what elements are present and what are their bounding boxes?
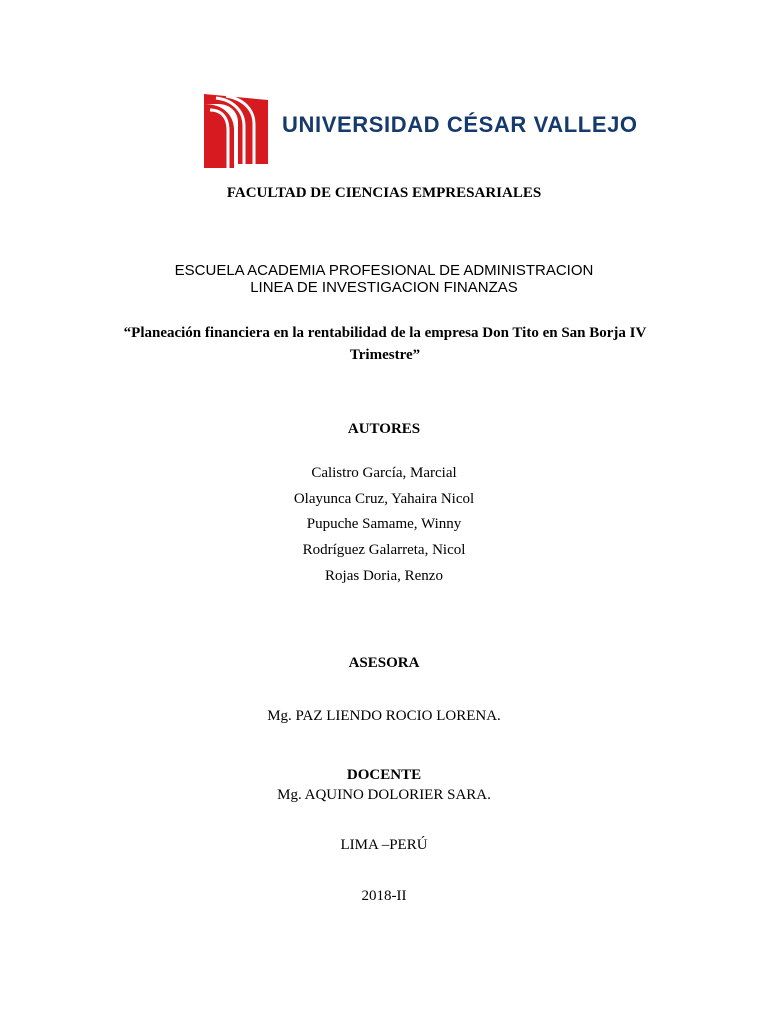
research-line: LINEA DE INVESTIGACION FINANZAS (250, 279, 518, 296)
author-name: Pupuche Samame, Winny (306, 516, 462, 532)
authors-heading: AUTORES (347, 421, 421, 437)
advisor-heading: ASESORA (348, 655, 420, 671)
university-wordmark: UNIVERSIDAD CÉSAR VALLEJO (282, 112, 638, 137)
author-name: Rojas Doria, Renzo (325, 568, 443, 584)
university-shield-icon (204, 94, 268, 168)
author-name: Rodríguez Galarreta, Nicol (302, 542, 466, 558)
thesis-title: “Planeación financiera en la rentabilidad de la empresa Don Tito en San Borja IV Trimestre” (123, 325, 647, 363)
author-name: Olayunca Cruz, Yahaira Nicol (293, 491, 475, 507)
author-name: Calistro García, Marcial (311, 465, 457, 481)
academic-period: 2018-II (361, 888, 407, 904)
faculty-heading: FACULTAD DE CIENCIAS EMPRESARIALES (226, 185, 542, 201)
advisor-name: Mg. PAZ LIENDO ROCIO LORENA. (267, 708, 501, 724)
teacher-heading: DOCENTE (346, 767, 422, 783)
location: LIMA –PERÚ (340, 837, 428, 853)
teacher-name: Mg. AQUINO DOLORIER SARA. (277, 787, 491, 803)
school-name: ESCUELA ACADEMIA PROFESIONAL DE ADMINISTRACION (174, 262, 594, 279)
university-logo (204, 94, 638, 170)
